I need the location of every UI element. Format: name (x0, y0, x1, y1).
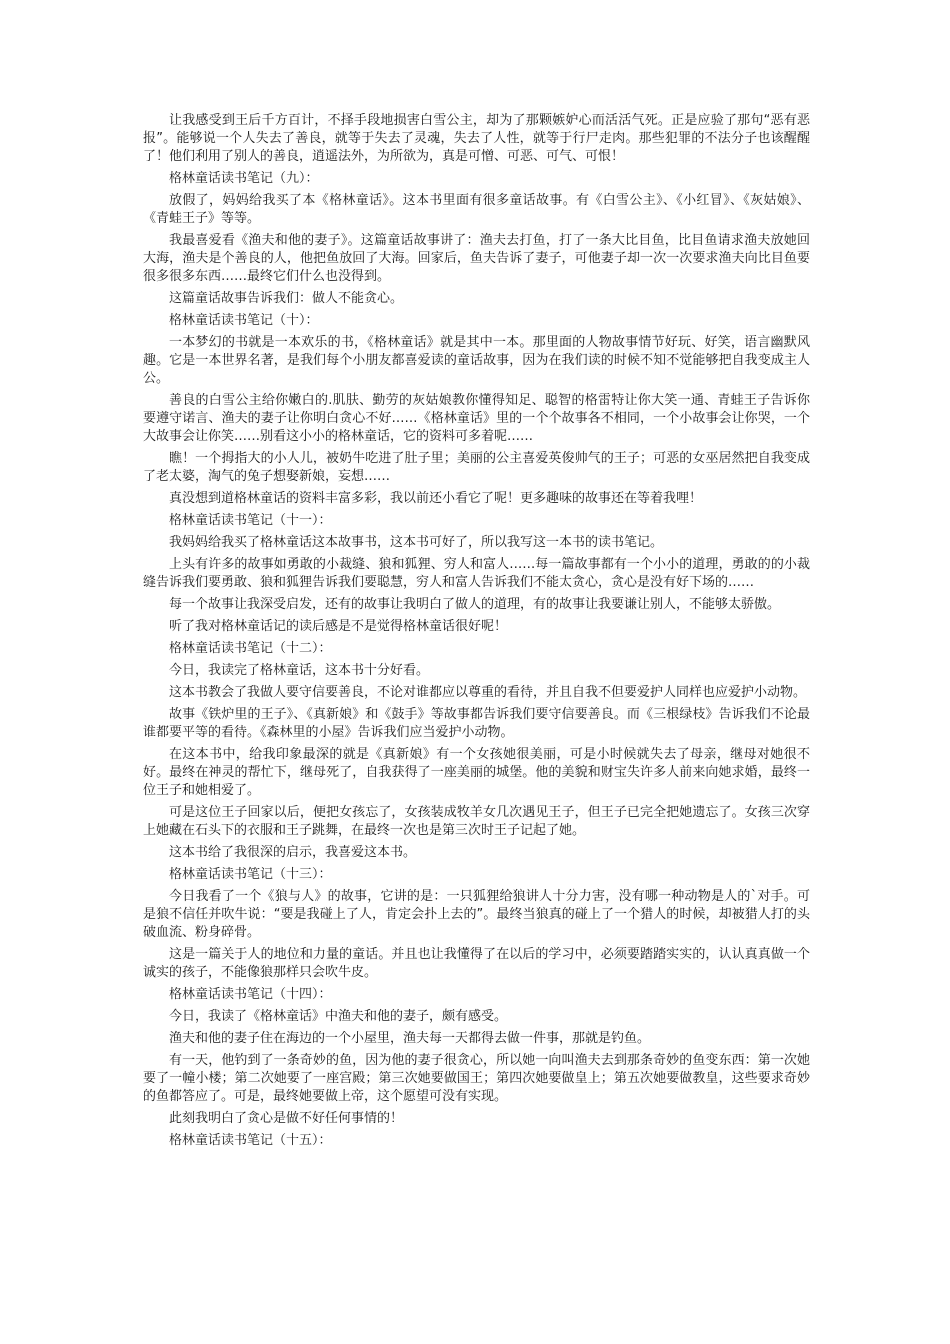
paragraph: 这篇童话故事告诉我们：做人不能贪心。 (169, 291, 404, 306)
section-heading: 格林童话读书笔记（十二）： (169, 641, 332, 656)
paragraph: 渔夫和他的妻子住在海边的一个小屋里，渔夫每一天都得去做一件事，那就是钓鱼。 (169, 1031, 651, 1046)
section-heading: 格林童话读书笔记（十三）： (169, 867, 332, 882)
paragraph: 可是这位王子回家以后，便把女孩忘了，女孩装成牧羊女几次遇见王子，但王子已完全把她遗忘了。女孩三次穿上她藏在石头下的衣服和王子跳舞，在最终一次也是第三次时王子记起了她。 (143, 805, 810, 838)
paragraph: 今日，我读完了格林童话，这本书十分好看。 (169, 663, 430, 678)
paragraph: 这本书给了我很深的启示，我喜爱这本书。 (169, 845, 417, 860)
paragraph: 今日我看了一个《狼与人》的故事，它讲的是：一只狐狸给狼讲人十分力害，没有哪一种动物是人的`对手。可是狼不信任并吹牛说：“要是我碰上了人，肯定会扑上去的”。最终当狼真的碰上了一个猎人的时候，却被猎人打的头破血流、粉身碎骨。 (143, 889, 810, 940)
paragraph: 故事《铁炉里的王子》、《真新娘》和《鼓手》等故事都告诉我们要守信要善良。而《三根绿枝》告诉我们不论最谁都要平等的看待。《森林里的小屋》告诉我们应当爱护小动物。 (143, 707, 810, 740)
paragraph: 有一天，他钓到了一条奇妙的鱼，因为他的妻子很贪心，所以她一向叫渔夫去到那条奇妙的鱼变东西：第一次她要了一幢小楼；第二次她要了一座宫殿；第三次她要做国王；第四次她要做皇上；第五次她要做教皇，这些要求奇妙的鱼都答应了。可是，最终她要做上帝，这个愿望可没有实现。 (143, 1053, 810, 1104)
paragraph: 今日，我读了《格林童话》中渔夫和他的妻子，颇有感受。 (169, 1009, 508, 1024)
paragraph: 此刻我明白了贪心是做不好任何事情的！ (169, 1111, 404, 1126)
paragraph: 我妈妈给我买了格林童话这本故事书，这本书可好了，所以我写这一本书的读书笔记。 (169, 535, 664, 550)
document-body (143, 112, 810, 1154)
paragraph: 我最喜爱看《渔夫和他的妻子》。这篇童话故事讲了：渔夫去打鱼，打了一条大比目鱼，比目鱼请求渔夫放她回大海，渔夫是个善良的人，他把鱼放回了大海。回家后，鱼夫告诉了妻子，可他妻子却一次一次要求渔夫向比目鱼要很多很多东西……最终它们什么也没得到。 (143, 233, 810, 284)
paragraph: 真没想到道格林童话的资料丰富多彩，我以前还小看它了呢！更多趣味的故事还在等着我哩！ (169, 491, 703, 506)
paragraph: 这本书教会了我做人要守信要善良，不论对谁都应以尊重的看待，并且自我不但要爱护人同样也应爱护小动物。 (169, 685, 807, 700)
paragraph: 瞧！一个拇指大的小人儿，被奶牛吃进了肚子里；美丽的公主喜爱英俊帅气的王子；可恶的女巫居然把自我变成了老太婆，淘气的兔子想娶新娘，妄想…… (143, 451, 810, 484)
paragraph: 在这本书中，给我印象最深的就是《真新娘》有一个女孩她很美丽，可是小时候就失去了母亲，继母对她很不好。最终在神灵的帮忙下，继母死了，自我获得了一座美丽的城堡。他的美貌和财宝失许多人前来向她求婚，最终一位王子和她相爱了。 (143, 747, 810, 798)
section-heading: 格林童话读书笔记（九）： (169, 171, 319, 186)
section-heading: 格林童话读书笔记（十一）： (169, 513, 332, 528)
paragraph: 这是一篇关于人的地位和力量的童话。并且也让我懂得了在以后的学习中，必须要踏踏实实的，认认真真做一个诚实的孩子，不能像狼那样只会吹牛皮。 (143, 947, 810, 980)
section-heading: 格林童话读书笔记（十）： (169, 313, 319, 328)
paragraph: 听了我对格林童话记的读后感是不是觉得格林童话很好呢！ (169, 619, 508, 634)
paragraph: 上头有许多的故事如勇敢的小裁缝、狼和狐狸、穷人和富人……每一篇故事都有一个小小的道理，勇敢的的小裁缝告诉我们要勇敢、狼和狐狸告诉我们要聪慧，穷人和富人告诉我们不能太贪心，贪心是没有好下场的…… (143, 557, 810, 590)
paragraph: 放假了，妈妈给我买了本《格林童话》。这本书里面有很多童话故事。有《白雪公主》、《小红冒》、《灰姑娘》、《青蛙王子》等等。 (143, 193, 810, 226)
section-heading: 格林童话读书笔记（十五）： (169, 1133, 332, 1148)
paragraph: 善良的白雪公主给你嫩白的.肌肤、勤劳的灰姑娘教你懂得知足、聪智的格雷特让你大笑一通、青蛙王子告诉你要遵守诺言、渔夫的妻子让你明白贪心不好……《格林童话》里的一个个故事各不相同，一个小故事会让你哭，一个大故事会让你笑……别看这小小的格林童话，它的资料可多着呢…… (143, 393, 810, 444)
paragraph: 让我感受到王后千方百计，不择手段地损害白雪公主，却为了那颗嫉妒心而活活气死。正是应验了那句“恶有恶报”。能够说一个人失去了善良，就等于失去了灵魂，失去了人性，就等于行尸走肉。那些犯罪的不法分子也该醒醒了！他们利用了别人的善良，逍遥法外，为所欲为，真是可憎、可恶、可气、可恨！ (143, 113, 810, 164)
paragraph: 一本梦幻的书就是一本欢乐的书，《格林童话》就是其中一本。那里面的人物故事情节好玩、好笑，语言幽默风趣。它是一本世界名著，是我们每个小朋友都喜爱读的童话故事，因为在我们读的时候不知不觉能够把自我变成主人公。 (143, 335, 810, 386)
paragraph: 每一个故事让我深受启发，还有的故事让我明白了做人的道理，有的故事让我要谦让别人，不能够太骄傲。 (169, 597, 781, 612)
section-heading: 格林童话读书笔记（十四）： (169, 987, 332, 1002)
